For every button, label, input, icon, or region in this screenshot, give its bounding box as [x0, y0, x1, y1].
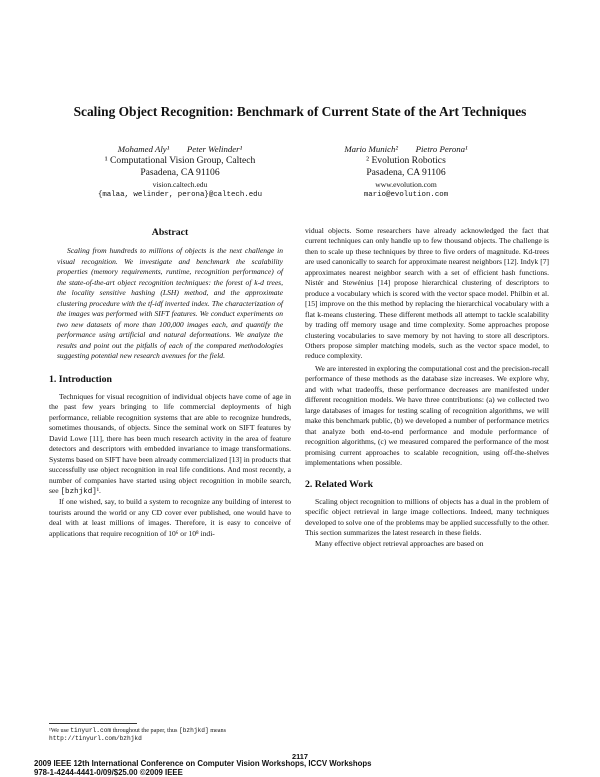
footnote-lead: ¹We use: [49, 727, 69, 734]
footnote-tail: means: [210, 727, 227, 734]
footer-isbn: 978-1-4244-4441-0/09/$25.00 ©2009 IEEE: [34, 768, 183, 777]
author-names-left: Mohamed Aly¹ Peter Welinder¹: [117, 144, 243, 154]
authors-left: [70, 144, 290, 201]
intro-p1-end: ¹.: [96, 485, 101, 495]
related-work-heading: 2. Related Work: [305, 479, 374, 491]
related-paragraph-1: Scaling object recognition to millions of objects has a dual in the problem of specific object retrieval in large image collections. Indeed, many techniques developed to solve one of the problems may be applied successfully to the other. This section summarizes the latest research in these fields.: [305, 496, 549, 538]
footnote-code-2: [bzhjkd]: [178, 727, 209, 734]
right-paragraph-1: vidual objects. Some researchers have already acknowledged the fact that current techniques can only handle up to few thousand objects. The challenge is then to scale up these techniques by three to five orders of magnitude. Kd-trees are used canonically to search for approximate nearest neighbors [12]. Indyk [7] approximates nearest neighbor search with a set of efficient hash functions. Nistér and Stewénius [14] propose hierarchical clustering of descriptors to produce a vocabulary which is scored with the vector space model. Philbin et al. [15] improve on the this method by replacing the hierarchical vocabulary with a flat k-means clustering. These different methods all attempt to tackle scalability by trading off memory usage and time complexity. Some approaches propose clustering vocabularies to save memory by not having to store all descriptors. Others propose simpler matching models, such as the vector space model, to reduce complexity.: [305, 226, 549, 361]
footnote: [49, 727, 291, 743]
right-column: [305, 226, 549, 549]
related-paragraph-2: Many effective object retrieval approaches are based on: [315, 538, 484, 548]
paper-title: Scaling Object Recognition: Benchmark of Current State of the Art Techniques: [73, 104, 527, 119]
authors-right: [306, 144, 506, 201]
intro-paragraph-1: [49, 392, 291, 498]
emails-right: mario@evolution.com: [363, 191, 449, 199]
left-column: [49, 228, 291, 539]
footnote-url: http://tinyurl.com/bzhjkd: [49, 735, 142, 742]
affiliation-right: ² Evolution Robotics: [366, 155, 446, 166]
abstract-text: Scaling from hundreds to millions of objects is the next challenge in visual recognition. We investigate and benchmark the scalability properties (memory requirements, runtime, recognition performance) of the state-of-the-art object recognition techniques: the forest of k-d trees, the locality sensitive hashing (LSH) method, and the approximate clustering procedure with the tf-idf inverted index. The characterization of the images was performed with SIFT features. We conduct experiments on two new datasets of more than 100,000 images each, and quantify the performance using artificial and natural deformations. We analyze the results and point out the pitfalls of each of the compared methodologies suggesting potential new research avenues for the field.: [57, 246, 283, 360]
page-number: 2117: [291, 752, 309, 761]
footnote-code-1: tinyurl.com: [70, 727, 112, 734]
affiliation-left: ¹ Computational Vision Group, Caltech: [104, 155, 256, 166]
city-right: Pasadena, CA 91106: [366, 167, 446, 178]
footnote-rule: [49, 723, 137, 724]
author-names-right: Mario Munich² Pietro Perona¹: [344, 144, 468, 154]
intro-p1-code: [bzhjkd]: [60, 487, 97, 496]
website-left: vision.caltech.edu: [152, 180, 208, 189]
intro-heading: 1. Introduction: [49, 374, 112, 386]
website-right: www.evolution.com: [375, 180, 437, 189]
footnote-mid: throughout the paper, thus: [112, 727, 178, 734]
right-paragraph-2: We are interested in exploring the computational cost and the precision-recall performance of these methods as the database size increases. We explore why, and with what tradeoffs, these performance decreases are manifested under different recognition models. We have three contributions: (a) we collected two large databases of images for testing scaling of recognition algorithms, we will make this benchmark public, (b) we developed a number of performance metrics that analyze both end-to-end performance and module performance of recognition algorithms, (c) we measured compared the performance of the most promising current approaches to scalable recognition, using off-the-shelves implementations when possible.: [305, 363, 549, 467]
city-left: Pasadena, CA 91106: [140, 167, 220, 178]
intro-p1-text: Techniques for visual recognition of individual objects have come of age in the past few years bringing to life commercial deployments of high performance, reliable recognition systems that are able to recognize hundreds, sometimes thousands, of objects. Since the seminal work on SIFT features by David Lowe [11], there has been much research activity in the area of feature detectors and descriptors with embedded invariance to image transformations. Systems based on SIFT have been already commercialized [13] in products that successfully use object recognition in real life conditions. And most recently, a number of companies have started using object recognition in mobile search, see: [49, 391, 291, 495]
intro-paragraph-2: If one wished, say, to build a system to recognize any building of interest to tourists around the world or any CD cover ever published, one would have to deal with at least millions of images. Therefore, it is easy to conceive of applications that require recognition of 10⁶ or 10⁸ indi-: [49, 497, 291, 538]
footer-conference: 2009 IEEE 12th International Conference on Computer Vision Workshops, ICCV Workshops: [34, 759, 372, 768]
emails-left: {malaa, welinder, perona}@caltech.edu: [97, 191, 263, 199]
abstract-heading: Abstract: [151, 227, 189, 238]
